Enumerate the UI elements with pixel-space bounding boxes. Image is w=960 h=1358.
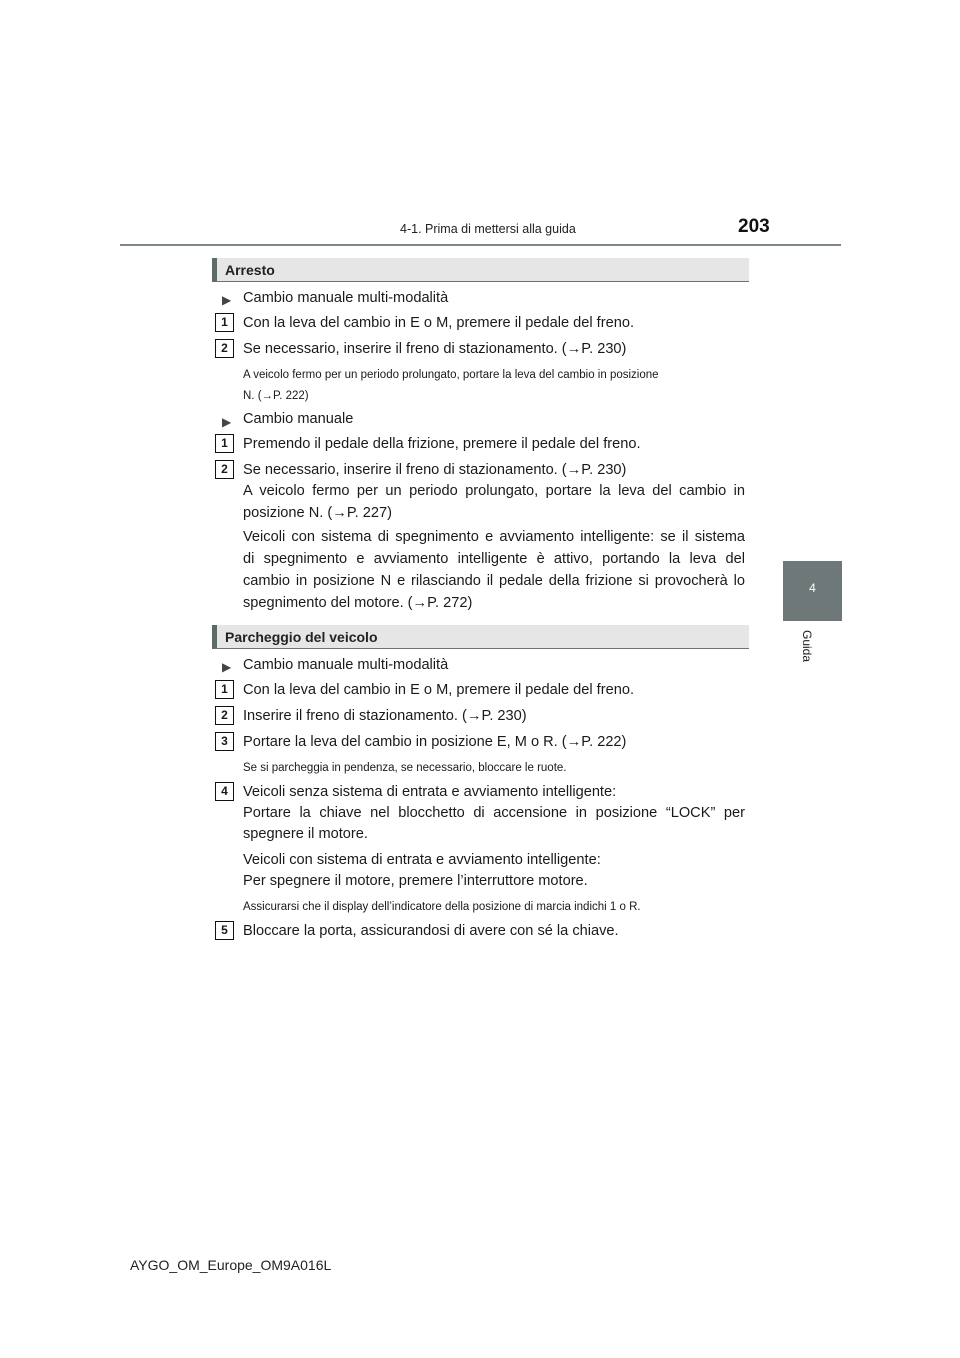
step-text: Se necessario, inserire il freno di stazionamento. (→P. 230) [243, 462, 627, 478]
note-text: N. (→P. 222) [243, 390, 309, 402]
chapter-number: 4 [809, 581, 816, 595]
section-title: Parcheggio del veicolo [225, 629, 378, 645]
paragraph-line: di spegnimento e avviamento intelligente è attivo, portando la leva del [243, 551, 745, 567]
header-divider [120, 244, 841, 246]
triangle-right-icon: ▶ [222, 415, 232, 429]
step-text: Premendo il pedale della frizione, premere il pedale del freno. [243, 436, 641, 452]
subheading: Cambio manuale [243, 411, 354, 427]
section-header-arresto [212, 258, 749, 282]
page-number: 203 [738, 216, 770, 237]
paragraph-line: spegnimento del motore. (→P. 272) [243, 595, 473, 611]
step-marker: 2 [215, 339, 234, 358]
note-text: Se si parcheggia in pendenza, se necessario, bloccare le ruote. [243, 762, 567, 774]
note-text: A veicolo fermo per un periodo prolungato, portare la leva del cambio in posizione [243, 369, 659, 381]
step-marker: 5 [215, 921, 234, 940]
chapter-tab [783, 561, 842, 621]
step-text: Bloccare la porta, assicurandosi di avere con sé la chiave. [243, 923, 619, 939]
paragraph-line: Veicoli con sistema di spegnimento e avviamento intelligente: se il sistema [243, 529, 745, 545]
section-header-parcheggio [212, 625, 749, 649]
step-marker: 1 [215, 434, 234, 453]
section-title: Arresto [225, 262, 275, 278]
step-marker: 2 [215, 460, 234, 479]
step-marker: 3 [215, 732, 234, 751]
subheading: Cambio manuale multi-modalità [243, 290, 449, 306]
step-text: spegnere il motore. [243, 826, 368, 842]
triangle-right-icon: ▶ [222, 293, 232, 307]
step-marker: 1 [215, 680, 234, 699]
triangle-right-icon: ▶ [222, 660, 232, 674]
step-marker: 4 [215, 782, 234, 801]
step-text: Portare la chiave nel blocchetto di accensione in posizione “LOCK” per [243, 805, 745, 821]
note-text: Assicurarsi che il display dell’indicatore della posizione di marcia indichi 1 o R. [243, 901, 641, 913]
step-text: Inserire il freno di stazionamento. (→P. 230) [243, 708, 527, 724]
step-text: Veicoli senza sistema di entrata e avviamento intelligente: [243, 784, 617, 800]
document-code: AYGO_OM_Europe_OM9A016L [130, 1257, 332, 1273]
step-text: Veicoli con sistema di entrata e avviamento intelligente: [243, 852, 601, 868]
step-text: Per spegnere il motore, premere l’interruttore motore. [243, 873, 588, 889]
step-text: Con la leva del cambio in E o M, premere il pedale del freno. [243, 315, 634, 331]
header-title: 4-1. Prima di mettersi alla guida [400, 222, 576, 236]
step-text: posizione N. (→P. 227) [243, 505, 392, 521]
chapter-label: Guida [800, 630, 814, 663]
step-text: Con la leva del cambio in E o M, premere il pedale del freno. [243, 682, 634, 698]
paragraph-line: cambio in posizione N e rilasciando il pedale della frizione si provocherà lo [243, 573, 745, 589]
step-marker: 1 [215, 313, 234, 332]
step-text: Se necessario, inserire il freno di stazionamento. (→P. 230) [243, 341, 627, 357]
step-marker: 2 [215, 706, 234, 725]
step-text: Portare la leva del cambio in posizione E, M o R. (→P. 222) [243, 734, 627, 750]
step-text: A veicolo fermo per un periodo prolungato, portare la leva del cambio in [243, 483, 745, 499]
subheading: Cambio manuale multi-modalità [243, 657, 449, 673]
